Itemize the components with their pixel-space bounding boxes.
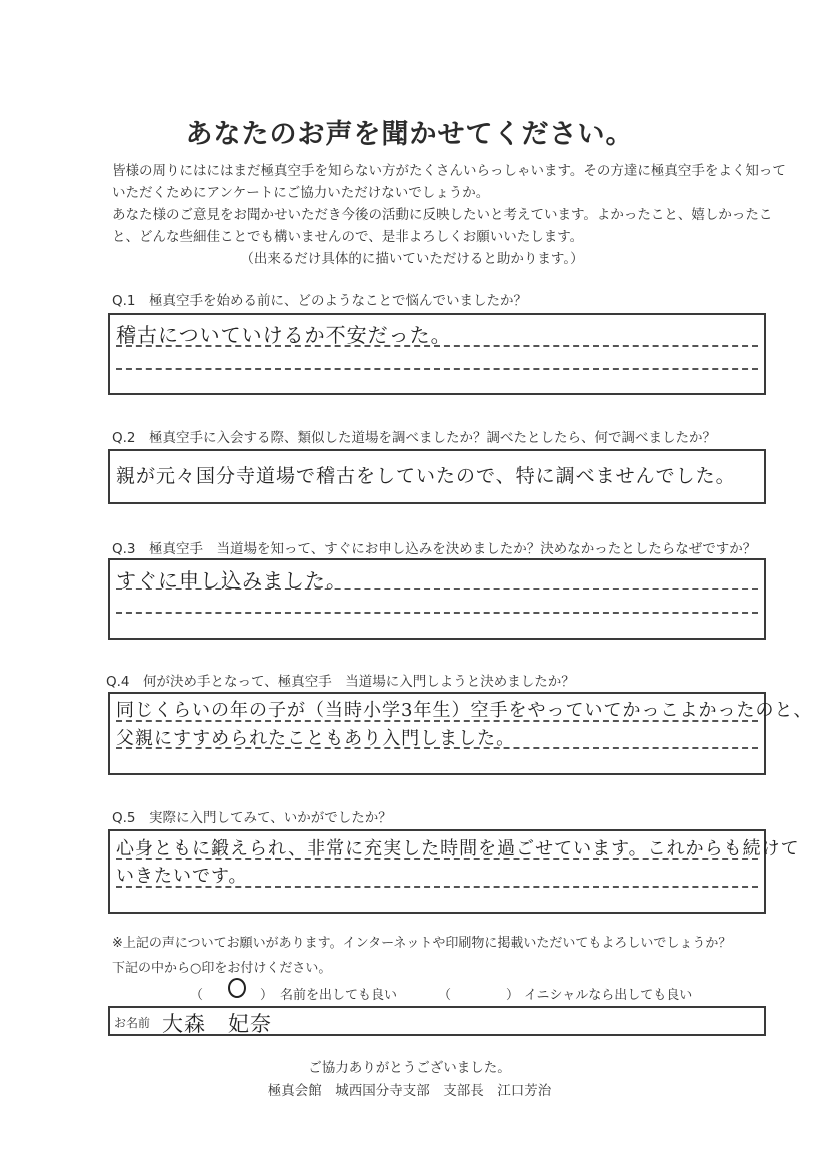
- intro-line: （出来るだけ具体的に描いていただけると助かります。）: [240, 251, 584, 267]
- name-field-value: 大森 妃奈: [162, 1012, 272, 1036]
- intro-line: いただくためにアンケートにご協力いただけないでしょうか。: [112, 185, 490, 201]
- question-5-label: Q.5 実際に入門してみて、いかがでしたか？: [112, 810, 392, 826]
- intro-line: と、どんな些細佳ことでも構いませんので、是非よろしくお願いいたします。: [112, 229, 584, 245]
- page-title: あなたのお声を聞かせてください。: [185, 119, 634, 150]
- question-4-answer-box[interactable]: [108, 692, 813, 775]
- answer-rule: [116, 612, 758, 614]
- intro-line: あなた様のご意見をお聞かせいただき今後の活動に反映したいと考えています。よかったこと、嬉しかったこ: [112, 207, 773, 223]
- answer-rule: [116, 886, 758, 888]
- consent-instruction: 下記の中から○印をお付けください。: [112, 961, 332, 976]
- question-3-answer-line: すぐに申し込みました。: [116, 568, 347, 592]
- answer-rule: [116, 720, 758, 722]
- question-3-label: Q.3 極真空手 当道場を知って、すぐにお申し込みを決めましたか？決めなかったとしたらなぜですか？: [112, 541, 757, 557]
- circle-mark-icon: [228, 978, 246, 998]
- question-2-answer-box[interactable]: [108, 449, 766, 504]
- consent-options: [190, 982, 720, 1004]
- footer-thanks: ご協力ありがとうございました。: [308, 1060, 511, 1076]
- option-2-paren-close: ）: [506, 988, 520, 1003]
- question-1-answer-line: 稽古についていけるか不安だった。: [116, 323, 452, 347]
- answer-rule: [116, 368, 758, 370]
- option-1-checkbox[interactable]: [228, 978, 250, 1000]
- answer-rule: [116, 345, 758, 347]
- option-1-paren-open: （: [190, 988, 204, 1003]
- intro-line: 皆様の周りにはにはまだ極真空手を知らない方がたくさんいらっしゃいます。その方達に極真空手をよく知って: [112, 163, 786, 179]
- question-2-label: Q.2 極真空手に入会する際、類似した道場を調べましたか？調べたとしたら、何で調べましたか？: [112, 430, 717, 446]
- question-3-answer-box[interactable]: [108, 558, 766, 640]
- option-2-paren-open: （: [438, 988, 452, 1003]
- option-2-label: イニシャルなら出しても良い: [524, 988, 693, 1003]
- intro-text: [112, 160, 786, 270]
- question-5-answer-line: いきたいです。: [116, 866, 248, 887]
- question-4-label: Q.4 何が決め手となって、極真空手 当道場に入門しようと決めましたか？: [106, 674, 575, 690]
- question-1-label: Q.1 極真空手を始める前に、どのようなことで悩んでいましたか？: [112, 293, 528, 309]
- option-1-label: 名前を出しても良い: [280, 988, 398, 1003]
- question-5-answer-line: 心身ともに鍛えられ、非常に充実した時間を過ごせています。これからも続けて: [116, 838, 800, 859]
- option-1-paren-close: ）: [260, 988, 274, 1003]
- question-2-answer-line: 親が元々国分寺道場で稽古をしていたので、特に調べませんでした。: [116, 465, 736, 487]
- question-5-answer-box[interactable]: [108, 829, 800, 914]
- answer-rule: [116, 747, 758, 749]
- answer-rule: [116, 858, 758, 860]
- consent-request: ※上記の声についてお願いがあります。インターネットや印刷物に掲載いただいてもよろしいでしょうか？: [112, 936, 732, 951]
- name-field-label: お名前: [114, 1016, 151, 1030]
- question-1-answer-box[interactable]: [108, 313, 766, 395]
- question-4-answer-line: 父親にすすめられたこともあり入門しました。: [116, 728, 516, 749]
- option-2-checkbox[interactable]: [462, 982, 502, 1002]
- name-field[interactable]: [108, 1006, 766, 1036]
- footer-signature: 極真会館 城西国分寺支部 支部長 江口芳治: [267, 1083, 552, 1099]
- question-4-answer-line: 同じくらいの年の子が（当時小学3年生）空手をやっていてかっこよかったのと、: [116, 700, 813, 721]
- answer-rule: [116, 588, 758, 590]
